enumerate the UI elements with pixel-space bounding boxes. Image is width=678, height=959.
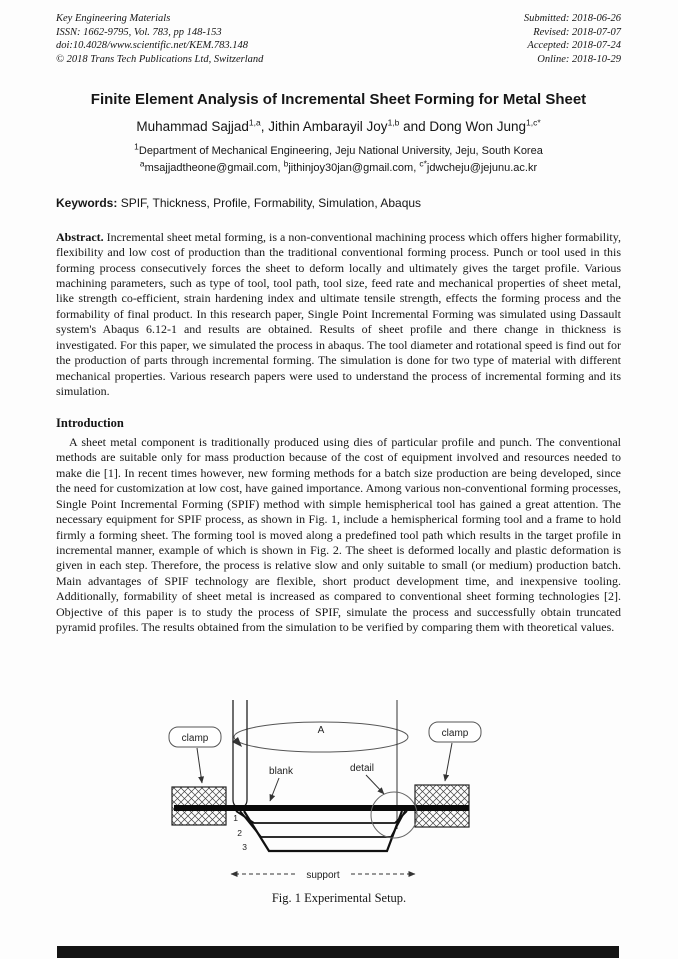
journal-name: Key Engineering Materials bbox=[56, 13, 171, 24]
clamp-leader-left bbox=[197, 748, 202, 783]
introduction-paragraph: A sheet metal component is traditionally produced using dies of particular profile and punch. The conventional methods are suitable only for mass production because of the cost of equipment involved and resources needed to make die [1]. In recent times however, new forming methods for a batch size production are being developed, since the need for customization at low cost, have gained importance. Among various non-conventional forming processes, Single Point Incremental Forming (SPIF) method with simple hemispherical tool has gained a great attention. The necessary equipment for SPIF process, as shown in Fig. 1, include a hemispherical forming tool and a frame to hold firmly a forming sheet. The forming tool is moved along a predefined tool path which results in the target profile in incremental manner, example of which is shown in Fig. 2. The sheet is deformed locally and plastic deformation is given in each step. Therefore, the process is relative slow and only suitable to small (or medium) production batch. Main advantages of SPIF technology are flexible, short product development time, and inexpensive tooling. Additionally, formability of sheet metal is increased as compared to conventional sheet forming technologies [2]. Objective of this paper is to study the process of SPIF, simulate the process and successfully obtain truncated pyramid profiles. The results obtained from the simulation to be verified by comparing them with theoretical values. bbox=[56, 434, 621, 635]
author-name-2: Jithin Ambarayil Joy bbox=[268, 118, 388, 134]
author-superscript-2: 1,b bbox=[387, 117, 400, 128]
tool-path-label: A bbox=[317, 725, 325, 736]
footer-bar bbox=[57, 946, 619, 958]
email-superscript-3: c* bbox=[419, 157, 427, 168]
affiliation-superscript: 1 bbox=[134, 140, 139, 151]
author-name-1: Muhammad Sajjad bbox=[136, 118, 249, 134]
keywords-line bbox=[56, 196, 621, 210]
email-separator-1: , bbox=[277, 161, 284, 174]
email-1: msajjadtheone@gmail.com bbox=[144, 161, 278, 174]
blank-label: blank bbox=[269, 766, 293, 777]
journal-copyright-line: © 2018 Trans Tech Publications Ltd, Switzerland bbox=[56, 53, 264, 65]
step-profile-3 bbox=[244, 811, 402, 851]
affiliation-text: Department of Mechanical Engineering, Jeju National University, Jeju, South Korea bbox=[138, 144, 543, 157]
figure-caption: Fig. 1 Experimental Setup. bbox=[271, 891, 407, 905]
abstract-paragraph bbox=[56, 230, 621, 400]
submitted-date: Submitted: 2018-06-26 bbox=[523, 13, 621, 24]
journal-header bbox=[56, 12, 621, 67]
clamp-label-left: clamp bbox=[181, 733, 209, 744]
emails-line bbox=[56, 157, 621, 174]
online-date: Online: 2018-10-29 bbox=[537, 53, 621, 65]
authors-line bbox=[56, 119, 621, 134]
journal-doi-line: doi:10.4028/www.scientific.net/KEM.783.148 bbox=[56, 40, 248, 52]
journal-info bbox=[56, 12, 263, 67]
author-superscript-3: 1,c* bbox=[526, 117, 541, 128]
clamp-label-right: clamp bbox=[441, 728, 469, 739]
revised-date: Revised: 2018-07-07 bbox=[533, 26, 621, 38]
author-separator-1: , bbox=[260, 118, 269, 134]
keywords-text: SPIF, Thickness, Profile, Formability, Simulation, Abaqus bbox=[117, 195, 422, 210]
blank-leader bbox=[270, 778, 279, 801]
step-number-3: 3 bbox=[242, 842, 247, 852]
email-superscript-1: a bbox=[139, 157, 145, 168]
submission-dates bbox=[524, 12, 621, 67]
email-3: jdwcheju@jejunu.ac.kr bbox=[426, 161, 538, 174]
accepted-date: Accepted: 2018-07-24 bbox=[527, 40, 621, 52]
journal-issn-line: ISSN: 1662-9795, Vol. 783, pp 148-153 bbox=[56, 26, 222, 38]
author-name-3: Dong Won Jung bbox=[429, 118, 526, 134]
author-separator-2: and bbox=[399, 118, 430, 134]
abstract-label: Abstract. bbox=[56, 229, 104, 244]
abstract-text: Incremental sheet metal forming, is a non-conventional machining process which offers higher formability, flexibility and low cost of production than the traditional conventional forming process. Punch or tool used in this forming process consecutively forces the sheet to deform locally and ultimately gives the target profile. Various machining parameters, such as type of tool, tool path, tool size, feed rate and mechanical properties of sheet metal, like strength co-efficient, strain hardening index and ultimate tensile strength, effects the forming process and the formability of final product. In this research paper, Single Point Incremental Forming was simulated using Dassault system's Abaqus 6.12-1 and results are obtained. Results of sheet profile and there change in thickness is investigated. For this paper, we simulated the process in abaqus. The tool diameter and rotational speed is find out for the production of parts through incremental forming. The simulation is done for two type of material with different mechanical properties. Various research papers were used to understand the process of incremental forming and its simulation. bbox=[56, 229, 621, 399]
detail-leader bbox=[366, 775, 384, 794]
support-label: support bbox=[306, 870, 340, 881]
clamp-leader-right bbox=[445, 743, 452, 781]
keywords-label: Keywords: bbox=[56, 195, 118, 210]
email-separator-2: , bbox=[413, 161, 420, 174]
step-number-2: 2 bbox=[237, 828, 242, 838]
author-superscript-1: 1,a bbox=[248, 117, 261, 128]
experimental-setup-diagram bbox=[139, 697, 539, 889]
email-2: jithinjoy30jan@gmail.com bbox=[288, 161, 414, 174]
step-profile-1 bbox=[236, 811, 407, 823]
figure-1 bbox=[0, 697, 678, 906]
page-title: Finite Element Analysis of Incremental Sheet Forming for Metal Sheet bbox=[90, 90, 587, 108]
email-superscript-2: b bbox=[283, 157, 289, 168]
detail-label: detail bbox=[350, 763, 374, 774]
affiliation-line bbox=[56, 140, 621, 157]
section-heading-introduction: Introduction bbox=[56, 415, 124, 430]
step-number-1: 1 bbox=[233, 813, 238, 823]
